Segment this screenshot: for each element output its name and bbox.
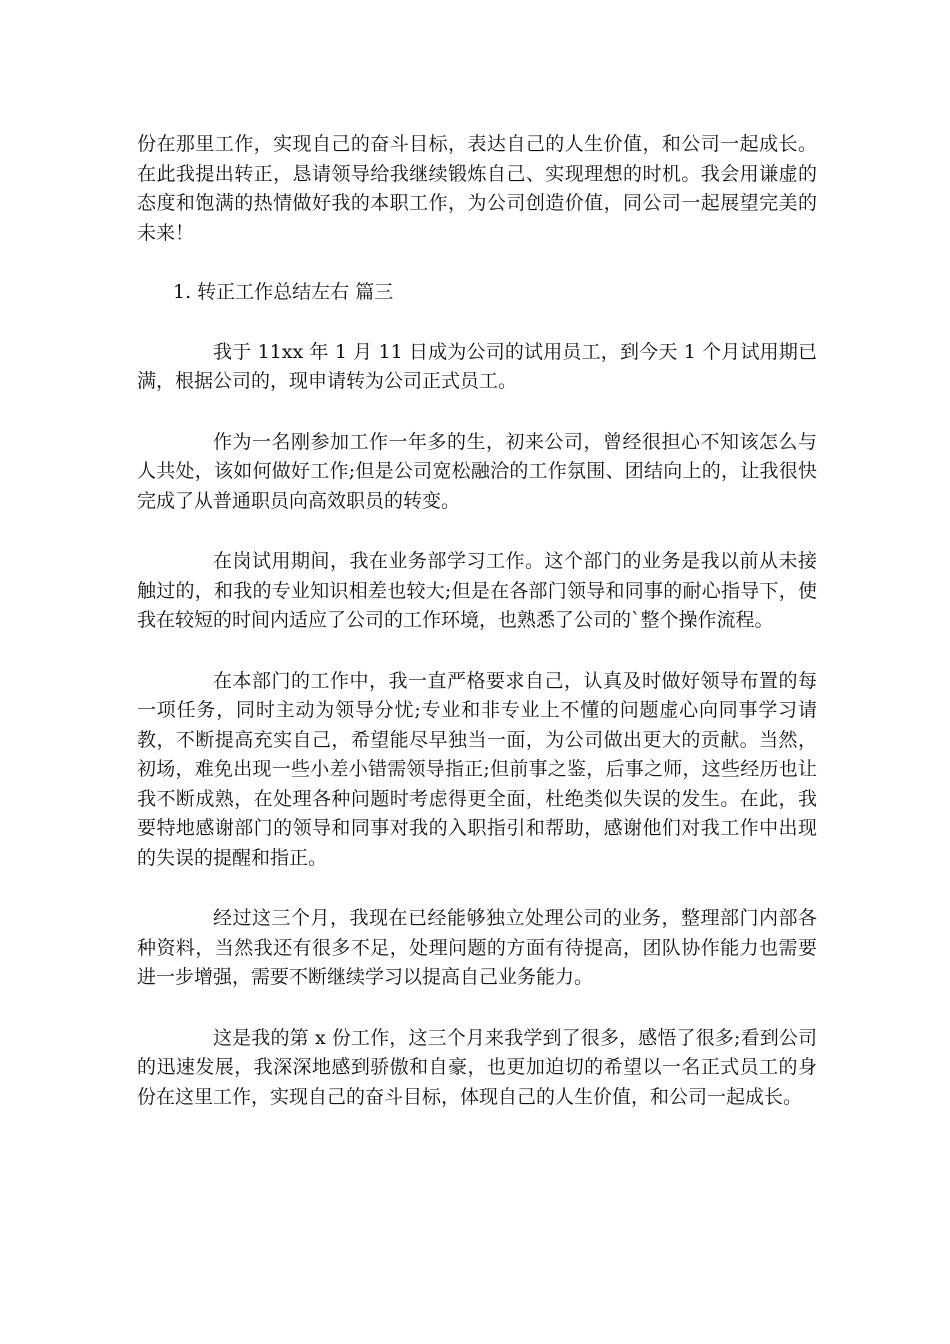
continuation-paragraph: 份在那里工作，实现自己的奋斗目标，表达自己的人生价值，和公司一起成长。在此我提出转正，恳请领导给我继续锻炼自己、实现理想的时机。我会用谦虚的态度和饱满的热情做好我的本职工作，为公司创造价值，同公司一起展望完美的未来！ bbox=[137, 133, 817, 244]
body-paragraph-5: 经过这三个月，我现在已经能够独立处理公司的业务，整理部门内部各种资料，当然我还有很多不足，处理问题的方面有待提高，团队协作能力也需要进一步增强，需要不断继续学习以提高自己业务能力。 bbox=[137, 907, 817, 988]
body-paragraph-3: 在岗试用期间，我在业务部学习工作。这个部门的业务是我以前从未接触过的，和我的专业知识相差也较大;但是在各部门领导和同事的耐心指导下，使我在较短的时间内适应了公司的工作环境，也熟悉了公司的`整个操作流程。 bbox=[137, 550, 817, 631]
body-paragraph-4: 在本部门的工作中，我一直严格要求自己，认真及时做好领导布置的每一项任务，同时主动为领导分忧;专业和非专业上不懂的问题虚心向同事学习请教，不断提高充实自己，希望能尽早独当一面，为公司做出更大的贡献。当然，初场，难免出现一些小差小错需领导指正;但前事之鉴，后事之师，这些经历也让我不断成熟，在处理各种问题时考虑得更全面，杜绝类似失误的发生。在此，我要特地感谢部门的领导和同事对我的入职指引和帮助，感谢他们对我工作中出现的失误的提醒和指正。 bbox=[137, 669, 817, 869]
document-page bbox=[137, 130, 817, 1112]
body-paragraph-1: 我于 11xx 年 1 月 11 日成为公司的试用员工，到今天 1 个月试用期已满，根据公司的，现申请转为公司正式员工。 bbox=[137, 340, 817, 392]
section-heading: 1. 转正工作总结左右 篇三 bbox=[173, 281, 394, 303]
body-paragraph-6: 这是我的第 x 份工作，这三个月来我学到了很多，感悟了很多;看到公司的迅速发展，我深深地感到骄傲和自豪，也更加迫切的希望以一名正式员工的身份在这里工作，实现自己的奋斗目标，体现自己的人生价值，和公司一起成长。 bbox=[137, 1026, 817, 1108]
body-paragraph-2: 作为一名刚参加工作一年多的生，初来公司，曾经很担心不知该怎么与人共处，该如何做好工作;但是公司宽松融洽的工作氛围、团结向上的，让我很快完成了从普通职员向高效职员的转变。 bbox=[137, 430, 817, 512]
